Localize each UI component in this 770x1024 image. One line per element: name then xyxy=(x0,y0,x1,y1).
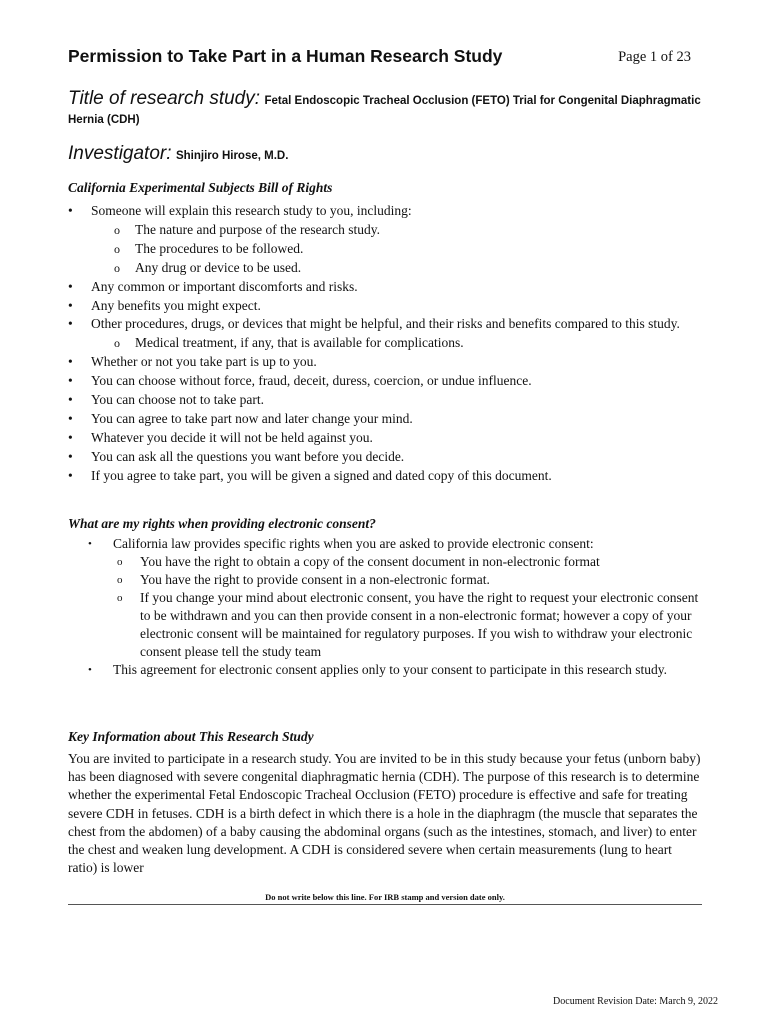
investigator xyxy=(68,143,288,165)
list-item: • You can choose without force, fraud, deceit, duress, coercion, or undue influence. xyxy=(68,372,708,391)
sub-list xyxy=(91,334,708,353)
investigator-name: Shinjiro Hirose, M.D. xyxy=(175,150,289,162)
bill-of-rights-heading: California Experimental Subjects Bill of Rights xyxy=(68,180,333,195)
page-number: Page 1 of 23 xyxy=(618,49,691,65)
list-item: • You can choose not to take part. xyxy=(68,391,708,410)
sub-list-item: o The nature and purpose of the research study. xyxy=(114,221,708,240)
econsent-list xyxy=(88,535,703,679)
econsent-heading: What are my rights when providing electronic consent? xyxy=(68,516,376,531)
irb-note: Do not write below this line. For IRB stamp and version date only. xyxy=(265,892,505,902)
list-item: • If you agree to take part, you will be given a signed and dated copy of this document. xyxy=(68,467,708,486)
sub-list-item: o You have the right to obtain a copy of the consent document in non-electronic format xyxy=(117,553,703,571)
sub-list-item: o If you change your mind about electronic consent, you have the right to request your electronic consent to be withdrawn and you can then provide consent in a non-electronic format; however a copy of your electronic consent will be maintained for regulatory purposes. If you wish to withdraw your electronic consent please tell the study team xyxy=(117,589,703,661)
sub-list-item: o The procedures to be followed. xyxy=(114,240,708,259)
list-item: • Whatever you decide it will not be held against you. xyxy=(68,429,708,448)
study-title-value: Fetal Endoscopic Tracheal Occlusion (FETO) Trial for Congenital Diaphragmatic Hernia (CDH) xyxy=(68,95,701,126)
sub-list-item: o Any drug or device to be used. xyxy=(114,259,708,278)
sub-list xyxy=(91,221,708,278)
irb-divider xyxy=(68,904,702,905)
list-item: • Other procedures, drugs, or devices that might be helpful, and their risks and benefits compared to this study. o Medical treatment, if any, that is available for complications. xyxy=(68,315,708,353)
study-title xyxy=(68,90,708,129)
document-title: Permission to Take Part in a Human Research Study xyxy=(68,46,503,66)
investigator-label: Investigator: xyxy=(68,143,172,164)
list-item: • You can ask all the questions you want before you decide. xyxy=(68,448,708,467)
study-title-label: Title of research study: xyxy=(68,88,261,109)
page-header xyxy=(68,46,693,70)
list-item: • Any common or important discomforts and risks. xyxy=(68,278,708,297)
list-item: • You can agree to take part now and later change your mind. xyxy=(68,410,708,429)
list-item: • Someone will explain this research study to you, including: o The nature and purpose of the research study. o The procedures to be followed. o Any drug or device to be used. xyxy=(68,202,708,278)
list-item: • This agreement for electronic consent applies only to your consent to participate in this research study. xyxy=(88,661,703,679)
bill-of-rights-list xyxy=(68,202,708,486)
key-info-heading: Key Information about This Research Study xyxy=(68,729,314,744)
key-info-paragraph: You are invited to participate in a research study. You are invited to be in this study because your fetus (unborn baby) has been diagnosed with severe congenital diaphragmatic hernia (CDH). The purpose of this research is to determine whether the experimental Fetal Endoscopic Tracheal Occlusion (FETO) procedure is effective and safe for treating severe CDH in fetuses. CDH is a birth defect in which there is a hole in the diaphragm (the muscle that separates the chest from the abdomen) of a baby causing the abdominal organs (such as the intestines, stomach, and liver) to enter the chest and weaken lung development. A CDH is considered severe when certain measurements (lung to heart ratio) is lower xyxy=(68,751,701,876)
list-item: • California law provides specific rights when you are asked to provide electronic consent: o You have the right to obtain a copy of the consent document in non-electronic format o You have the right to provide consent in a non-electronic format. o If you change your mind about electronic consent, you have the right to request your electronic consent to be withdrawn and you can then provide consent in a non-electronic format; however a copy of your electronic consent will be maintained for regulatory purposes. If you wish to withdraw your electronic consent please tell the study team xyxy=(88,535,703,661)
revision-date: Document Revision Date: March 9, 2022 xyxy=(553,996,718,1007)
sub-list xyxy=(113,553,703,661)
sub-list-item: o You have the right to provide consent in a non-electronic format. xyxy=(117,571,703,589)
list-item: • Any benefits you might expect. xyxy=(68,297,708,316)
sub-list-item: o Medical treatment, if any, that is available for complications. xyxy=(114,334,708,353)
list-item: • Whether or not you take part is up to you. xyxy=(68,353,708,372)
